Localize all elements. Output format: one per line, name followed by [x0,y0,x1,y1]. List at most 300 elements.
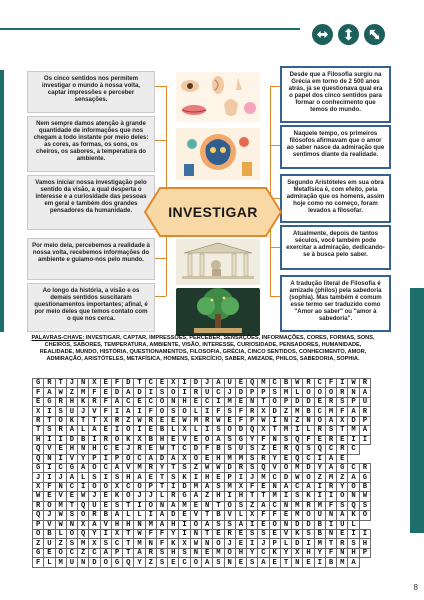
grid-cell[interactable]: C [179,445,190,454]
grid-cell[interactable]: W [292,473,303,482]
grid-cell[interactable]: Z [201,492,212,501]
grid-cell[interactable]: E [55,445,66,454]
grid-cell[interactable]: E [33,397,44,406]
grid-cell[interactable]: N [280,501,291,510]
grid-cell[interactable]: S [111,473,122,482]
grid-cell[interactable]: C [348,445,359,454]
grid-cell[interactable]: Z [280,407,291,416]
grid-cell[interactable]: S [66,539,77,548]
grid-cell[interactable]: F [325,501,336,510]
grid-cell[interactable]: N [145,539,156,548]
grid-cell[interactable]: A [123,388,134,397]
grid-cell[interactable]: T [33,426,44,435]
grid-cell[interactable]: D [235,388,246,397]
grid-cell[interactable]: K [269,548,280,557]
grid-cell[interactable]: O [111,435,122,444]
grid-cell[interactable]: X [89,379,100,388]
grid-cell[interactable]: J [33,473,44,482]
grid-cell[interactable]: Y [156,463,167,472]
grid-cell[interactable]: B [303,407,314,416]
grid-cell[interactable]: N [55,482,66,491]
grid-cell[interactable]: A [78,463,89,472]
grid-cell[interactable]: F [235,416,246,425]
grid-cell[interactable]: F [258,435,269,444]
grid-cell[interactable]: A [258,558,269,567]
grid-cell[interactable]: E [100,426,111,435]
grid-cell[interactable]: X [179,454,190,463]
grid-cell[interactable]: P [269,539,280,548]
grid-cell[interactable]: S [337,501,348,510]
grid-cell[interactable]: V [123,463,134,472]
grid-cell[interactable]: J [44,511,55,520]
grid-cell[interactable]: M [292,463,303,472]
grid-cell[interactable]: K [66,416,77,425]
grid-cell[interactable]: F [156,539,167,548]
grid-cell[interactable]: C [100,463,111,472]
grid-cell[interactable]: D [224,463,235,472]
grid-cell[interactable]: I [100,473,111,482]
diagonal-arrow-icon[interactable] [364,24,385,45]
grid-cell[interactable]: T [134,379,145,388]
grid-cell[interactable]: M [258,473,269,482]
grid-cell[interactable]: N [190,530,201,539]
grid-cell[interactable]: H [235,492,246,501]
grid-cell[interactable]: W [258,416,269,425]
grid-cell[interactable]: W [179,416,190,425]
grid-cell[interactable]: R [224,530,235,539]
grid-cell[interactable]: R [314,426,325,435]
grid-cell[interactable]: M [314,539,325,548]
grid-cell[interactable]: P [280,397,291,406]
grid-cell[interactable]: S [303,530,314,539]
grid-cell[interactable]: Z [145,558,156,567]
grid-cell[interactable]: N [303,416,314,425]
grid-cell[interactable]: M [190,482,201,491]
grid-cell[interactable]: I [247,539,258,548]
grid-cell[interactable]: I [280,492,291,501]
grid-cell[interactable]: S [325,426,336,435]
grid-cell[interactable]: E [314,397,325,406]
grid-cell[interactable]: J [78,407,89,416]
grid-cell[interactable]: P [224,473,235,482]
grid-cell[interactable]: F [269,511,280,520]
grid-cell[interactable]: N [201,501,212,510]
grid-cell[interactable]: I [247,520,258,529]
grid-cell[interactable]: F [258,511,269,520]
grid-cell[interactable]: V [89,407,100,416]
grid-cell[interactable]: S [269,388,280,397]
grid-cell[interactable]: R [55,397,66,406]
grid-cell[interactable]: T [258,397,269,406]
grid-cell[interactable]: J [247,473,258,482]
grid-cell[interactable]: H [235,548,246,557]
grid-cell[interactable]: S [156,548,167,557]
grid-cell[interactable]: D [190,379,201,388]
grid-cell[interactable]: N [348,388,359,397]
grid-cell[interactable]: O [100,482,111,491]
grid-cell[interactable]: B [213,445,224,454]
grid-cell[interactable]: I [213,397,224,406]
grid-cell[interactable]: O [224,548,235,557]
grid-cell[interactable]: N [337,548,348,557]
grid-cell[interactable]: E [100,379,111,388]
grid-cell[interactable]: S [224,445,235,454]
grid-cell[interactable]: G [359,473,370,482]
grid-cell[interactable]: P [111,548,122,557]
grid-cell[interactable]: D [179,482,190,491]
grid-cell[interactable]: Q [348,501,359,510]
grid-cell[interactable]: V [44,445,55,454]
grid-cell[interactable]: C [314,407,325,416]
grid-cell[interactable]: S [359,501,370,510]
grid-cell[interactable]: Z [33,539,44,548]
grid-cell[interactable]: A [123,407,134,416]
grid-cell[interactable]: M [348,426,359,435]
grid-cell[interactable]: A [201,482,212,491]
grid-cell[interactable]: S [156,558,167,567]
grid-cell[interactable]: F [303,435,314,444]
grid-cell[interactable]: Y [247,548,258,557]
grid-cell[interactable]: O [89,463,100,472]
grid-cell[interactable]: I [201,407,212,416]
grid-cell[interactable]: X [235,482,246,491]
grid-cell[interactable]: O [224,501,235,510]
grid-cell[interactable]: S [258,530,269,539]
grid-cell[interactable]: S [235,501,246,510]
grid-cell[interactable]: J [123,445,134,454]
grid-cell[interactable]: E [258,520,269,529]
grid-cell[interactable]: G [179,492,190,501]
grid-cell[interactable]: C [258,548,269,557]
grid-cell[interactable]: O [269,397,280,406]
grid-cell[interactable]: W [134,530,145,539]
grid-cell[interactable]: S [100,539,111,548]
grid-cell[interactable]: M [134,539,145,548]
grid-cell[interactable]: R [303,501,314,510]
grid-cell[interactable]: D [269,407,280,416]
grid-cell[interactable]: D [66,435,77,444]
grid-cell[interactable]: V [66,454,77,463]
grid-cell[interactable]: Z [66,388,77,397]
grid-cell[interactable]: E [100,492,111,501]
grid-cell[interactable]: S [156,388,167,397]
grid-cell[interactable]: N [134,520,145,529]
grid-cell[interactable]: E [337,435,348,444]
grid-cell[interactable]: E [145,445,156,454]
grid-cell[interactable]: H [66,397,77,406]
grid-cell[interactable]: O [303,388,314,397]
grid-cell[interactable]: I [201,426,212,435]
grid-cell[interactable]: A [325,454,336,463]
grid-cell[interactable]: R [201,416,212,425]
grid-cell[interactable]: S [303,445,314,454]
grid-cell[interactable]: J [224,388,235,397]
grid-cell[interactable]: T [78,416,89,425]
grid-cell[interactable]: Z [247,501,258,510]
grid-cell[interactable]: I [235,473,246,482]
grid-cell[interactable]: R [55,426,66,435]
grid-cell[interactable]: R [145,463,156,472]
grid-cell[interactable]: Y [314,548,325,557]
grid-cell[interactable]: B [78,435,89,444]
grid-cell[interactable]: O [55,548,66,557]
grid-cell[interactable]: R [247,407,258,416]
grid-cell[interactable]: Q [33,454,44,463]
grid-cell[interactable]: L [134,511,145,520]
grid-cell[interactable]: I [134,501,145,510]
grid-cell[interactable]: O [44,501,55,510]
grid-cell[interactable]: U [201,388,212,397]
grid-cell[interactable]: H [89,445,100,454]
grid-cell[interactable]: G [66,463,77,472]
grid-cell[interactable]: H [123,473,134,482]
grid-cell[interactable]: K [78,397,89,406]
grid-cell[interactable]: X [247,511,258,520]
grid-cell[interactable]: O [123,454,134,463]
grid-cell[interactable]: T [89,416,100,425]
grid-cell[interactable]: Y [168,530,179,539]
grid-cell[interactable]: S [55,407,66,416]
grid-cell[interactable]: X [292,548,303,557]
grid-cell[interactable]: M [224,397,235,406]
grid-cell[interactable]: K [123,435,134,444]
grid-cell[interactable]: R [325,435,336,444]
grid-cell[interactable]: I [145,511,156,520]
grid-cell[interactable]: A [348,407,359,416]
grid-cell[interactable]: A [168,454,179,463]
grid-cell[interactable]: X [134,435,145,444]
grid-cell[interactable]: I [224,492,235,501]
grid-cell[interactable]: I [111,407,122,416]
grid-cell[interactable]: I [269,416,280,425]
grid-cell[interactable]: A [111,463,122,472]
grid-cell[interactable]: M [78,388,89,397]
grid-cell[interactable]: Y [89,530,100,539]
grid-cell[interactable]: E [111,445,122,454]
grid-cell[interactable]: D [190,445,201,454]
left-right-arrow-icon[interactable] [312,24,333,45]
grid-cell[interactable]: O [224,426,235,435]
grid-cell[interactable]: A [235,520,246,529]
grid-cell[interactable]: O [156,407,167,416]
grid-cell[interactable]: T [156,482,167,491]
grid-cell[interactable]: E [156,416,167,425]
grid-cell[interactable]: L [156,492,167,501]
grid-cell[interactable]: T [123,501,134,510]
grid-cell[interactable]: U [66,558,77,567]
grid-cell[interactable]: K [348,511,359,520]
grid-cell[interactable]: C [303,454,314,463]
grid-cell[interactable]: R [33,501,44,510]
grid-cell[interactable]: A [44,388,55,397]
grid-cell[interactable]: Z [314,473,325,482]
grid-cell[interactable]: A [89,520,100,529]
grid-cell[interactable]: R [325,482,336,491]
grid-cell[interactable]: R [89,397,100,406]
grid-cell[interactable]: J [134,492,145,501]
grid-cell[interactable]: N [78,445,89,454]
grid-cell[interactable]: A [213,379,224,388]
grid-cell[interactable]: O [123,426,134,435]
grid-cell[interactable]: Z [190,463,201,472]
grid-cell[interactable]: R [337,445,348,454]
grid-cell[interactable]: E [337,530,348,539]
grid-cell[interactable]: X [33,482,44,491]
grid-cell[interactable]: D [280,473,291,482]
grid-cell[interactable]: F [33,388,44,397]
grid-cell[interactable]: I [325,520,336,529]
grid-cell[interactable]: X [179,539,190,548]
grid-cell[interactable]: K [292,530,303,539]
grid-cell[interactable]: E [44,548,55,557]
grid-cell[interactable]: C [269,379,280,388]
grid-cell[interactable]: E [235,539,246,548]
grid-cell[interactable]: I [179,530,190,539]
grid-cell[interactable]: A [156,511,167,520]
grid-cell[interactable]: D [303,520,314,529]
grid-cell[interactable]: K [179,473,190,482]
grid-cell[interactable]: O [303,511,314,520]
grid-cell[interactable]: D [348,416,359,425]
grid-cell[interactable]: X [111,482,122,491]
grid-cell[interactable]: G [111,558,122,567]
grid-cell[interactable]: W [33,492,44,501]
grid-cell[interactable]: J [145,492,156,501]
grid-cell[interactable]: K [303,492,314,501]
grid-cell[interactable]: I [190,473,201,482]
grid-cell[interactable]: Y [247,435,258,444]
grid-cell[interactable]: N [325,530,336,539]
grid-cell[interactable]: A [89,426,100,435]
grid-cell[interactable]: O [213,539,224,548]
grid-cell[interactable]: F [201,445,212,454]
grid-cell[interactable]: F [44,482,55,491]
grid-cell[interactable]: E [235,558,246,567]
grid-cell[interactable]: L [190,407,201,416]
grid-cell[interactable]: H [168,520,179,529]
grid-cell[interactable]: C [179,558,190,567]
grid-cell[interactable]: Z [78,548,89,557]
grid-cell[interactable]: C [145,379,156,388]
grid-cell[interactable]: E [179,511,190,520]
grid-cell[interactable]: L [280,539,291,548]
grid-cell[interactable]: I [100,454,111,463]
grid-cell[interactable]: T [201,511,212,520]
grid-cell[interactable]: P [145,482,156,491]
grid-cell[interactable]: T [201,530,212,539]
grid-cell[interactable]: O [78,511,89,520]
grid-cell[interactable]: E [201,454,212,463]
grid-cell[interactable]: R [303,379,314,388]
grid-cell[interactable]: C [55,463,66,472]
grid-cell[interactable]: N [325,511,336,520]
grid-cell[interactable]: C [123,482,134,491]
grid-cell[interactable]: P [348,397,359,406]
grid-cell[interactable]: N [224,558,235,567]
grid-cell[interactable]: D [134,388,145,397]
grid-cell[interactable]: R [258,454,269,463]
grid-cell[interactable]: E [134,397,145,406]
grid-cell[interactable]: N [156,501,167,510]
grid-cell[interactable]: X [78,520,89,529]
grid-cell[interactable]: D [292,539,303,548]
grid-cell[interactable]: C [269,501,280,510]
grid-cell[interactable]: I [134,407,145,416]
grid-cell[interactable]: L [78,473,89,482]
grid-cell[interactable]: I [325,492,336,501]
grid-cell[interactable]: P [359,548,370,557]
grid-cell[interactable]: O [314,388,325,397]
grid-cell[interactable]: I [44,435,55,444]
grid-cell[interactable]: P [247,388,258,397]
grid-cell[interactable]: J [224,539,235,548]
grid-cell[interactable]: M [224,482,235,491]
grid-cell[interactable]: V [55,492,66,501]
grid-cell[interactable]: W [156,445,167,454]
grid-cell[interactable]: U [89,501,100,510]
grid-cell[interactable]: F [100,407,111,416]
grid-cell[interactable]: V [44,520,55,529]
grid-cell[interactable]: J [201,379,212,388]
grid-cell[interactable]: I [337,379,348,388]
grid-cell[interactable]: H [179,397,190,406]
grid-cell[interactable]: X [100,416,111,425]
grid-cell[interactable]: S [213,482,224,491]
grid-cell[interactable]: X [258,426,269,435]
grid-cell[interactable]: O [325,388,336,397]
grid-cell[interactable]: I [314,492,325,501]
grid-cell[interactable]: W [292,379,303,388]
grid-cell[interactable]: R [325,397,336,406]
grid-cell[interactable]: H [33,435,44,444]
grid-cell[interactable]: E [168,416,179,425]
grid-cell[interactable]: L [44,558,55,567]
grid-cell[interactable]: N [280,520,291,529]
grid-cell[interactable]: R [359,463,370,472]
grid-cell[interactable]: O [314,416,325,425]
grid-cell[interactable]: U [337,520,348,529]
grid-cell[interactable]: F [325,379,336,388]
grid-cell[interactable]: C [348,463,359,472]
grid-cell[interactable]: L [190,426,201,435]
grid-cell[interactable]: A [213,435,224,444]
grid-cell[interactable]: T [280,558,291,567]
grid-cell[interactable]: C [66,482,77,491]
grid-cell[interactable]: C [100,445,111,454]
grid-cell[interactable]: N [201,539,212,548]
grid-cell[interactable]: J [66,379,77,388]
grid-cell[interactable]: R [145,416,156,425]
grid-cell[interactable]: E [100,501,111,510]
grid-cell[interactable]: I [89,435,100,444]
grid-cell[interactable]: S [337,397,348,406]
grid-cell[interactable]: N [190,548,201,557]
grid-cell[interactable]: C [314,379,325,388]
grid-cell[interactable]: C [213,388,224,397]
grid-cell[interactable]: D [168,511,179,520]
grid-cell[interactable]: I [179,520,190,529]
grid-cell[interactable]: W [348,379,359,388]
grid-cell[interactable]: T [269,426,280,435]
grid-cell[interactable]: D [156,454,167,463]
grid-cell[interactable]: D [292,520,303,529]
grid-cell[interactable]: H [213,492,224,501]
grid-cell[interactable]: M [55,558,66,567]
grid-cell[interactable]: I [179,379,190,388]
grid-cell[interactable]: N [78,379,89,388]
grid-cell[interactable]: S [66,511,77,520]
grid-cell[interactable]: S [280,435,291,444]
